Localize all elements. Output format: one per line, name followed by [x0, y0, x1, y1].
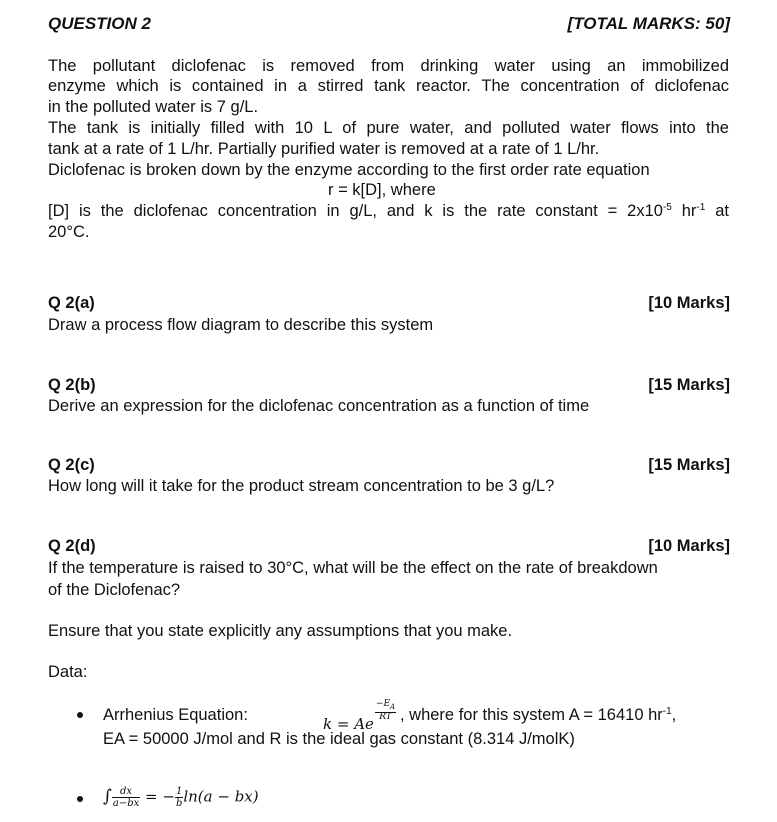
q2a-marks: [10 Marks] — [648, 294, 730, 312]
arrhenius-params: , where for this system A = 16410 $hr^{-1}$, — [400, 706, 677, 724]
q2d-text-2: of the Diclofenac? — [48, 581, 181, 599]
q2c-text: How long will it take for the product stream concentration to be 3 g/L? — [48, 477, 555, 495]
arrhenius-formula: k = Ae $\frac{-E_A}{RT}$ — [323, 699, 396, 733]
intro-line-9: 20°C. — [48, 223, 90, 241]
q2c-marks: [15 Marks] — [648, 456, 730, 474]
q2b-text: Derive an expression for the diclofenac concentration as a function of time — [48, 397, 590, 415]
bullet-marker — [77, 712, 83, 718]
arrhenius-label: Arrhenius Equation: — [103, 706, 248, 724]
q2d-marks: [10 Marks] — [648, 537, 730, 555]
intro-line-3: in the polluted water is 7 g/L. — [48, 98, 259, 116]
q2d-label: Q 2(d) — [48, 537, 96, 555]
q2a-text: Draw a process flow diagram to describe this system — [48, 316, 434, 334]
intro-line-4: The tank is initially filled with 10 L of pure water, and polluted water flows into the — [48, 119, 729, 137]
q2b-marks: [15 Marks] — [648, 376, 730, 394]
integral-formula: ∫ $\frac{dx}{a-bx}$ = − $\frac{1}{b}$ ln(a − bx) — [103, 786, 259, 809]
intro-line-2: enzyme which is contained in a stirred tank reactor. The concentration of diclofenac — [48, 77, 729, 95]
assumptions-note: Ensure that you state explicitly any assumptions that you make. — [48, 622, 513, 640]
q2b-label: Q 2(b) — [48, 376, 96, 394]
q2d-text-1: If the temperature is raised to 30°C, what will be the effect on the rate of breakdown — [48, 559, 658, 577]
data-label: Data: — [48, 663, 88, 681]
intro-line-1: The pollutant diclofenac is removed from drinking water using an immobilized — [48, 57, 729, 75]
question-title: QUESTION 2 — [48, 14, 151, 33]
intro-line-5: tank at a rate of 1 L/hr. Partially purified water is removed at a rate of 1 L/hr. — [48, 140, 600, 158]
arrhenius-constants: EA = 50000 J/mol and R is the ideal gas constant (8.314 J/molK) — [103, 730, 575, 748]
bullet-marker — [77, 796, 83, 802]
q2a-label: Q 2(a) — [48, 294, 95, 312]
q2c-label: Q 2(c) — [48, 456, 95, 474]
intro-line-6: Diclofenac is broken down by the enzyme according to the first order rate equation — [48, 161, 650, 179]
rate-equation: r = k[D], where — [328, 181, 436, 199]
intro-line-8: [D] is the diclofenac concentration in g/L, and k is the rate constant = $2x10^{-5}$ $hr^{-1}$ at — [48, 202, 729, 220]
total-marks: [TOTAL MARKS: 50] — [567, 14, 730, 33]
